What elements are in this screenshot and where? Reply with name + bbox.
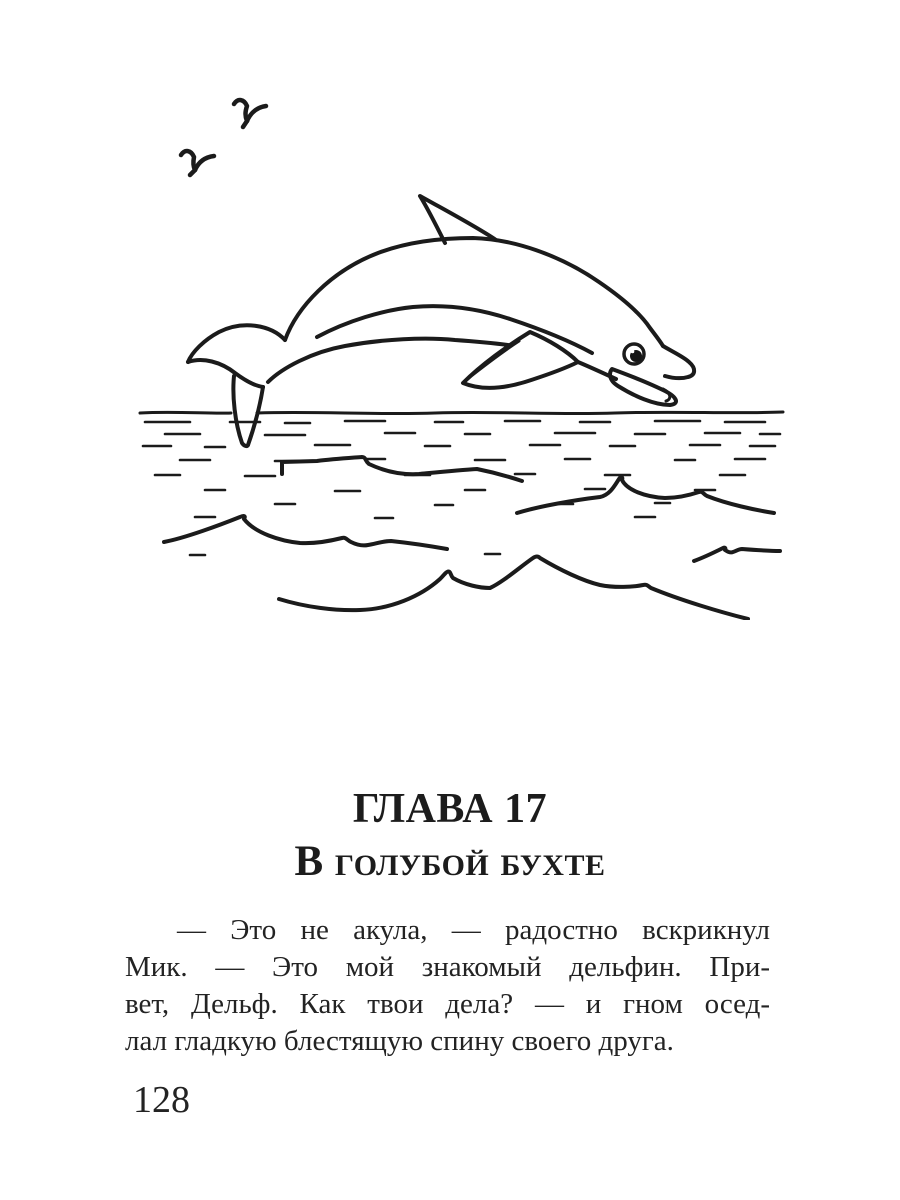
chapter-kicker: ГЛАВА 17 xyxy=(352,786,548,832)
body-paragraph xyxy=(125,912,770,1060)
paragraph-line: — Это не акула, — радостно вскрикнул xyxy=(177,914,770,946)
page-number: 128 xyxy=(133,1079,190,1121)
paragraph-line: лал гладкую блестящую спину своего друга. xyxy=(125,1025,674,1057)
paragraph-line: вет, Дельф. Как твои дела? — и гном осед- xyxy=(125,988,770,1020)
dolphin-sea-illustration xyxy=(135,85,785,620)
dolphin-eye xyxy=(624,344,644,364)
wave-lines xyxy=(164,457,780,619)
dolphin-drawing xyxy=(188,196,694,446)
bird-icon xyxy=(234,100,266,127)
paragraph-line: Мик. — Это мой знакомый дельфин. При- xyxy=(125,951,770,983)
bird-icon xyxy=(181,151,214,175)
water-ripples xyxy=(143,421,780,555)
chapter-title: В голубой бухте xyxy=(294,838,606,885)
